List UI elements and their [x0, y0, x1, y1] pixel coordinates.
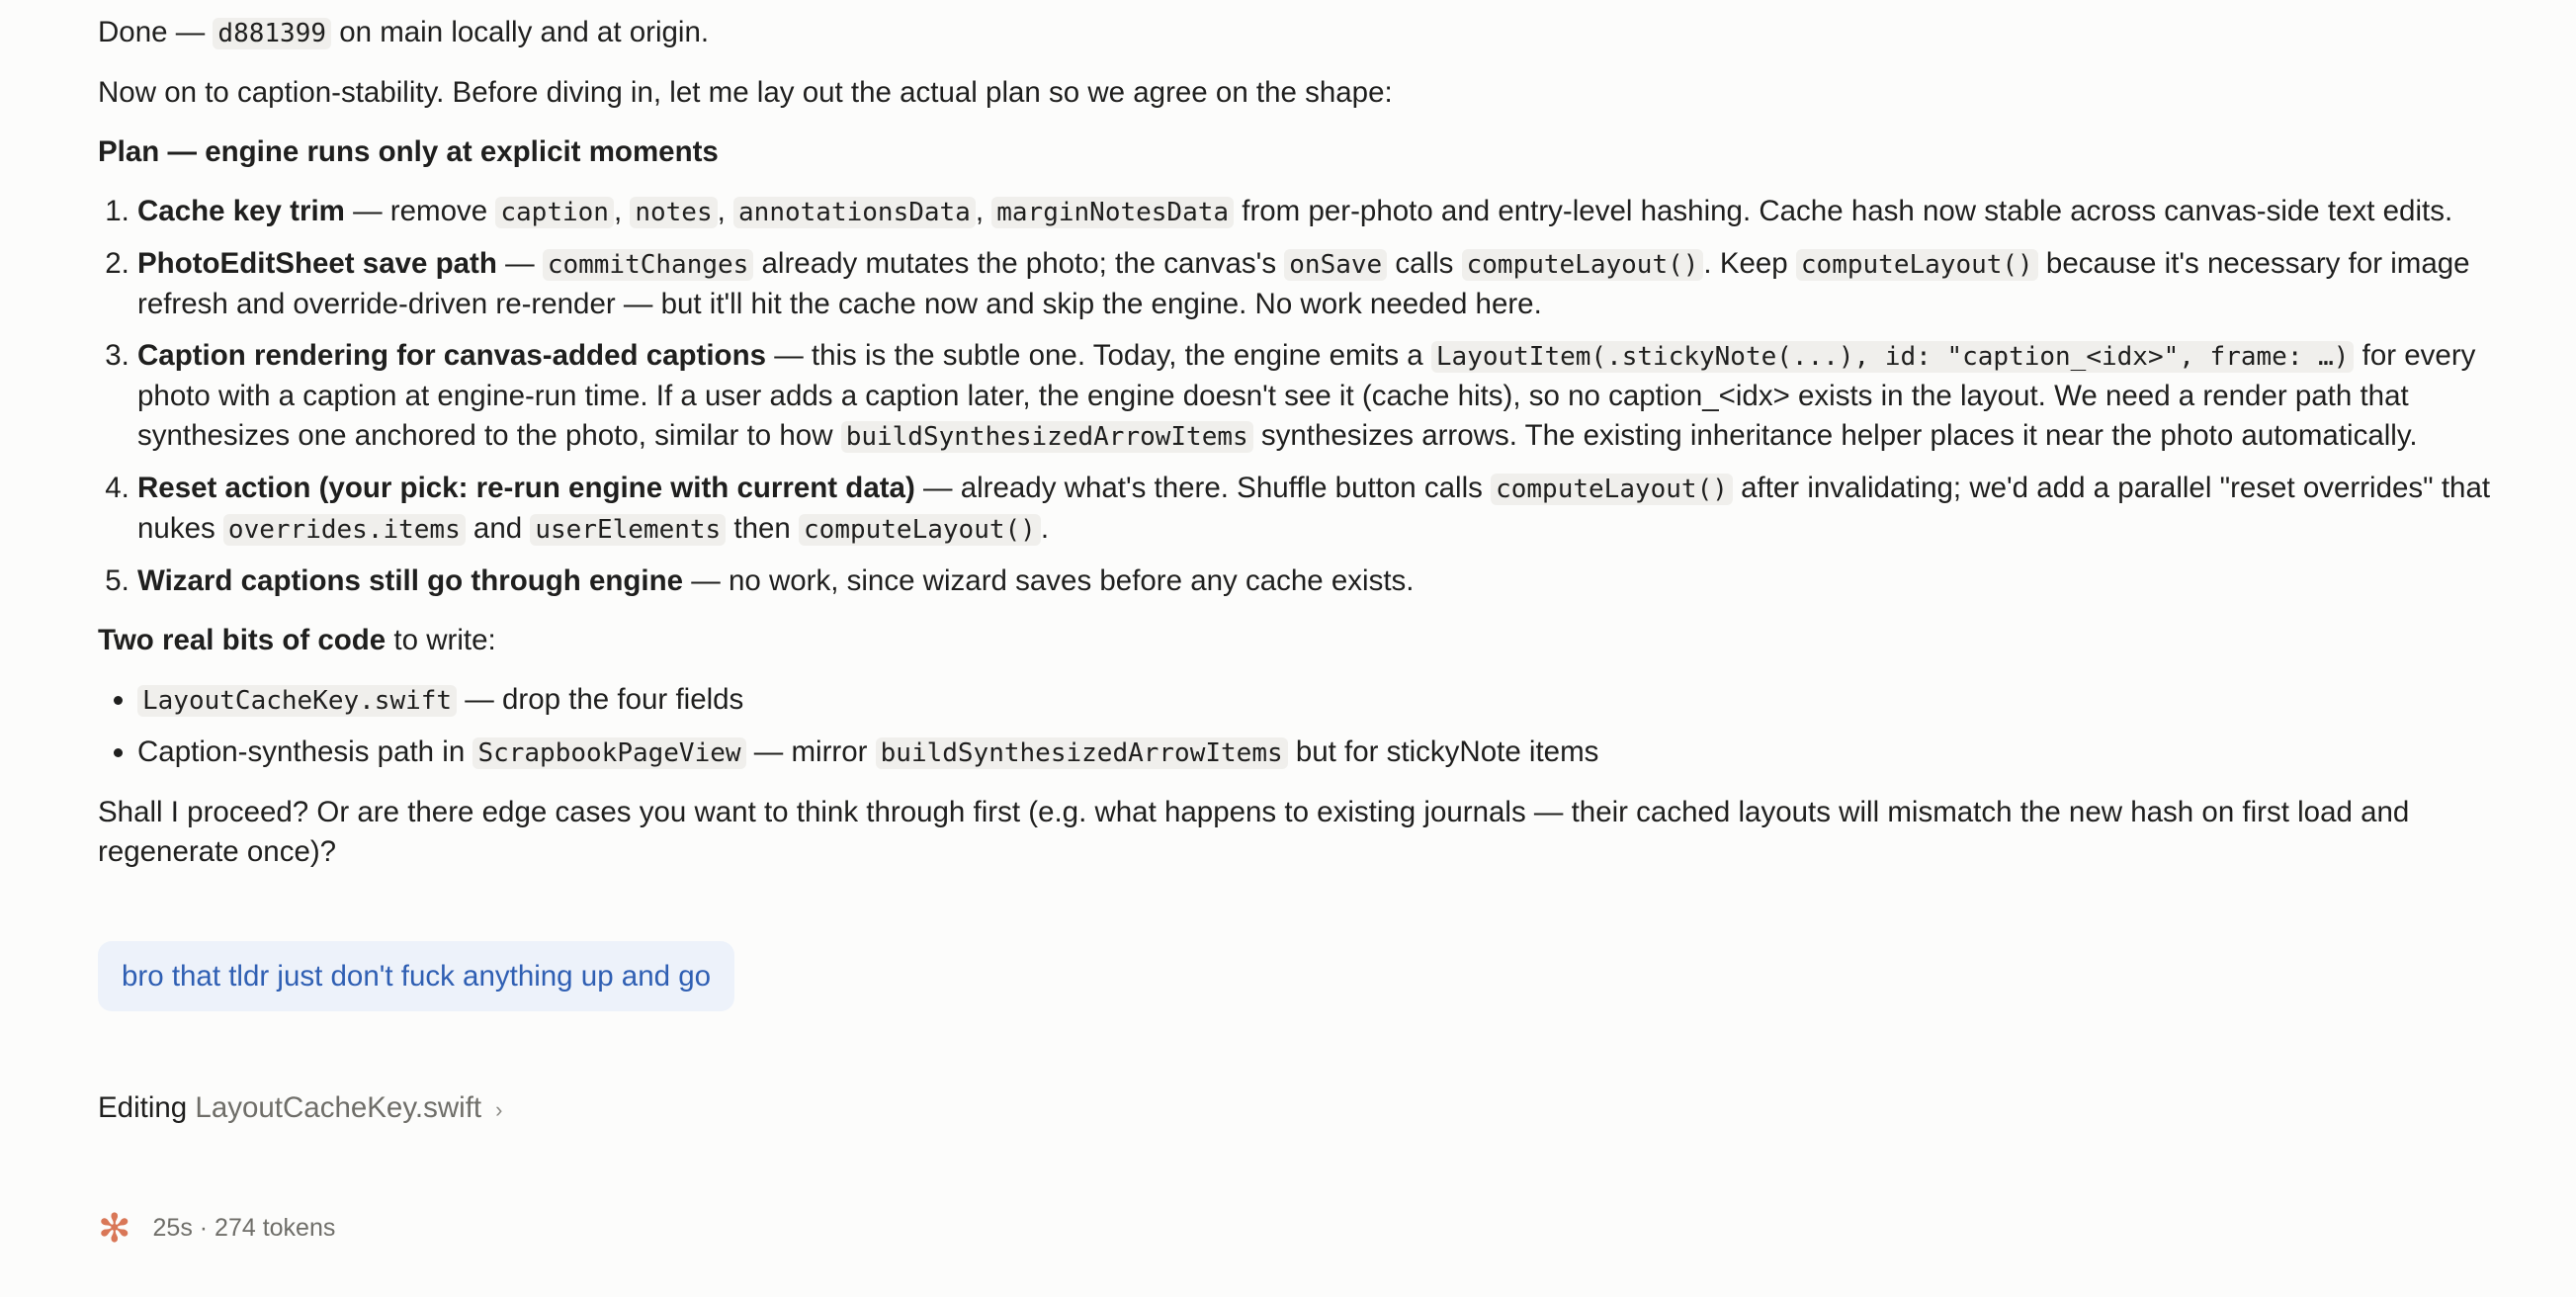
plan-item-save-path [137, 244, 2530, 324]
plan-list [98, 192, 2530, 601]
text: then [726, 512, 800, 545]
code-layout-item: LayoutItem(.stickyNote(...), id: "caption_<idx>", frame: …) [1431, 341, 2355, 373]
closing-question: Shall I proceed? Or are there edge cases you want to think through first (e.g. what happens to existing journals — their cached layouts will mismatch the new hash on first load and regenerate once)? [98, 796, 2410, 868]
text: — mirror [745, 735, 876, 768]
plan-item-title: PhotoEditSheet save path [137, 247, 497, 280]
spark-icon: ✻ [98, 1207, 131, 1251]
code-overrides-items: overrides.items [223, 514, 466, 546]
plan-item-title: Cache key trim [137, 195, 345, 227]
code-build-synthesized-arrow-items: buildSynthesizedArrowItems [876, 737, 1288, 769]
code-bits-list [98, 680, 2530, 773]
editing-label: Editing [98, 1091, 188, 1124]
text: — already what's there. Shuffle button calls [914, 472, 1492, 504]
plan-item-caption-rendering [137, 336, 2530, 457]
plan-item-title: Wizard captions still go through engine [137, 564, 684, 597]
text: after invalidating; we'd add a parallel "reset overrides" that nukes [137, 472, 2491, 545]
text: — drop the four fields [457, 683, 744, 716]
code-heading-bold: Two real bits of code [98, 624, 386, 656]
status-text: 25s · 274 tokens [152, 1214, 336, 1242]
code-commit-changes: commitChanges [543, 249, 754, 281]
code-compute-layout: computeLayout() [1462, 249, 1704, 281]
text: calls [1387, 247, 1462, 280]
code-compute-layout: computeLayout() [799, 514, 1041, 546]
code-compute-layout: computeLayout() [1491, 474, 1733, 505]
plan-item-reset-action [137, 469, 2530, 550]
done-suffix: on main locally and at origin. [331, 16, 710, 48]
list-item [137, 733, 2530, 773]
code-caption: caption [495, 197, 614, 228]
text: for every photo with a caption at engine-run time. If a user adds a caption later, the engine doesn't see it (cache hits), so no caption_<idx> exists in the layout. We need a render path that synthesizes one anchored to the photo, similar to how [137, 339, 2476, 452]
text: synthesizes arrows. The existing inheritance helper places it near the photo automatically. [1252, 419, 2418, 452]
commit-hash: d881399 [213, 18, 331, 49]
user-message-bubble: bro that tldr just don't fuck anything up and go [98, 941, 734, 1011]
plan-heading: Plan — engine runs only at explicit moments [98, 135, 719, 168]
text: — remove [344, 195, 496, 227]
text: . Keep [1703, 247, 1796, 280]
code-layout-cache-key: LayoutCacheKey.swift [137, 685, 457, 717]
code-scrapbook-page-view: ScrapbookPageView [472, 737, 745, 769]
code-user-elements: userElements [530, 514, 726, 546]
text: and [465, 512, 531, 545]
plan-item-title: Caption rendering for canvas-added captions [137, 339, 766, 372]
code-heading [98, 621, 2530, 660]
code-notes: notes [630, 197, 717, 228]
text: , [717, 195, 734, 227]
text: because it's necessary for image refresh and override-driven re-render — but it'll hit the cache now and skip the engine. No work needed here. [137, 247, 2470, 320]
code-heading-rest: to write: [386, 624, 496, 656]
text: — no work, since wizard saves before any cache exists. [683, 564, 1415, 597]
text: Caption-synthesis path in [137, 735, 473, 768]
status-line [98, 1208, 335, 1249]
intro-text: Now on to caption-stability. Before diving in, let me lay out the actual plan so we agree on the shape: [98, 76, 1393, 109]
list-item [137, 680, 2530, 721]
text: — this is the subtle one. Today, the engine emits a [766, 339, 1431, 372]
text: but for stickyNote items [1287, 735, 1599, 768]
code-margin-notes-data: marginNotesData [991, 197, 1234, 228]
code-annotations-data: annotationsData [733, 197, 976, 228]
code-on-save: onSave [1284, 249, 1387, 281]
chevron-right-icon: › [495, 1097, 503, 1122]
code-build-synthesized-arrow-items: buildSynthesizedArrowItems [841, 421, 1253, 453]
text: already mutates the photo; the canvas's [753, 247, 1285, 280]
text: — [496, 247, 543, 280]
assistant-message [98, 13, 2530, 892]
done-prefix: Done — [98, 16, 214, 48]
plan-item-cache-key [137, 192, 2530, 232]
editing-file: LayoutCacheKey.swift [195, 1091, 482, 1124]
plan-item-wizard-captions [137, 562, 2530, 601]
text: from per-photo and entry-level hashing. Cache hash now stable across canvas-side text edits. [1234, 195, 2453, 227]
done-line [98, 13, 2530, 53]
text: . [1040, 512, 1050, 545]
editing-indicator[interactable] [98, 1088, 502, 1130]
text: , [613, 195, 631, 227]
text: , [975, 195, 992, 227]
code-compute-layout: computeLayout() [1796, 249, 2038, 281]
plan-item-title: Reset action (your pick: re-run engine with current data) [137, 472, 915, 504]
